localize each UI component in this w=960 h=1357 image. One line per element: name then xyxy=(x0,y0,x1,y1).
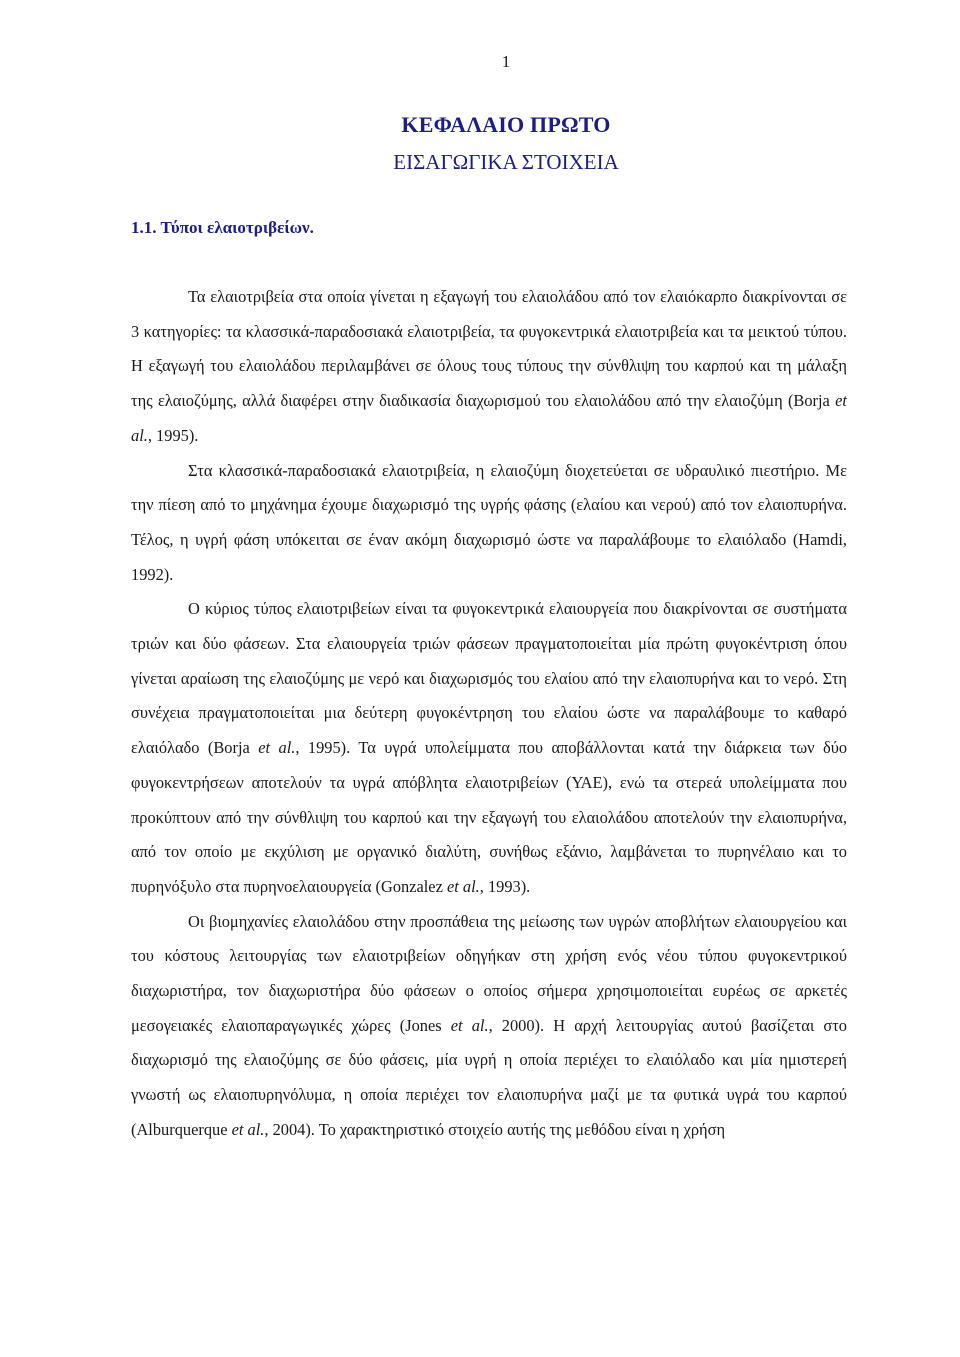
page-number: 1 xyxy=(501,52,511,71)
body-text xyxy=(131,280,847,1148)
paragraph-4: Οι βιομηχανίες ελαιολάδου στην προσπάθεια της μείωσης των υγρών αποβλήτων ελαιουργείου και του κόστους λειτουργίας των ελαιοτριβείων οδηγήκαν στη χρήση ενός νέου τύπου φυγοκεντρικού διαχωριστήρα, τον διαχωριστήρα δύο φάσεων ο οποίος σήμερα χρησιμοποιείται ευρέως σε αρκετές μεσογειακές ελαιοπαραγωγικές χώρες (Jones et al., 2000). Η αρχή λειτουργίας αυτού βασίζεται στο διαχωρισμό της ελαιοζύμης σε δύο φάσεις, μία υγρή η οποία περιέχει το ελαιόλαδο και μία ημιστερεή γνωστή ως ελαιοπυρηνόλυμα, η οποία περιέχει τον ελαιοπυρήνα μαζί με τα φυτικά υγρά του καρπού (Alburquerque et al., 2004). Το χαρακτηριστικό στοιχείο αυτής της μεθόδου είναι η χρήση xyxy=(131,911,847,1139)
section-heading: 1.1. Τύποι ελαιοτριβείων. xyxy=(131,218,314,237)
paragraph-1: Τα ελαιοτριβεία στα οποία γίνεται η εξαγωγή του ελαιολάδου από τον ελαιόκαρπο διακρίνονται σε 3 κατηγορίες: τα κλασσικά-παραδοσιακά ελαιοτριβεία, τα φυγοκεντρικά ελαιοτριβεία και τα μεικτού τύπου. Η εξαγωγή του ελαιολάδου περιλαμβάνει σε όλους τους τύπους την σύνθλιψη του καρπού και τη μάλαξη της ελαιοζύμης, αλλά διαφέρει στην διαδικασία διαχωρισμού του ελαιολάδου από την ελαιοζύμη (Borja et al., 1995). xyxy=(131,287,847,445)
chapter-title: ΚΕΦΑΛΑΙΟ ΠΡΩΤΟ xyxy=(401,112,611,137)
paragraph-2: Στα κλασσικά-παραδοσιακά ελαιοτριβεία, η ελαιοζύμη διοχετεύεται σε υδραυλικό πιεστήριο. Με την πίεση από το μηχάνημα έχουμε διαχωρισμό της υγρής φάσης (ελαίου και νερού) από τον ελαιοπυρήνα. Τέλος, η υγρή φάση υπόκειται σε έναν ακόμη διαχωρισμό ώστε να παραλάβουμε το ελαιόλαδο (Hamdi, 1992). xyxy=(131,460,847,584)
chapter-subtitle: ΕΙΣΑΓΩΓΙΚΑ ΣΤΟΙΧΕΙΑ xyxy=(393,150,619,174)
paragraph-3: Ο κύριος τύπος ελαιοτριβείων είναι τα φυγοκεντρικά ελαιουργεία που διακρίνονται σε συστήματα τριών και δύο φάσεων. Στα ελαιουργεία τριών φάσεων πραγματοποιείται μία πρώτη φυγοκέντριση όπου γίνεται αραίωση της ελαιοζύμης με νερό και διαχωρισμός του ελαίου από την ελαιοπυρήνα και το νερό. Στη συνέχεια πραγματοποιείται μια δεύτερη φυγοκέντρηση του ελαίου ώστε να παραλάβουμε το καθαρό ελαιόλαδο (Borja et al., 1995). Τα υγρά υπολείμματα που αποβάλλονται κατά την διάρκεια των δύο φυγοκεντρήσεων αποτελούν τα υγρά απόβλητα ελαιοτριβείων (ΥΑΕ), ενώ τα στερεά υπολείμματα που προκύπτουν από την σύνθλιψη του καρπού και την εξαγωγή του ελαιολάδου αποτελούν την ελαιοπυρήνα, από τον οποίο με εκχύλιση με οργανικό διαλύτη, συνήθως εξάνιο, λαμβάνεται το πυρηνέλαιο και το πυρηνόξυλο στα πυρηνοελαιουργεία (Gonzalez et al., 1993). xyxy=(131,599,848,896)
